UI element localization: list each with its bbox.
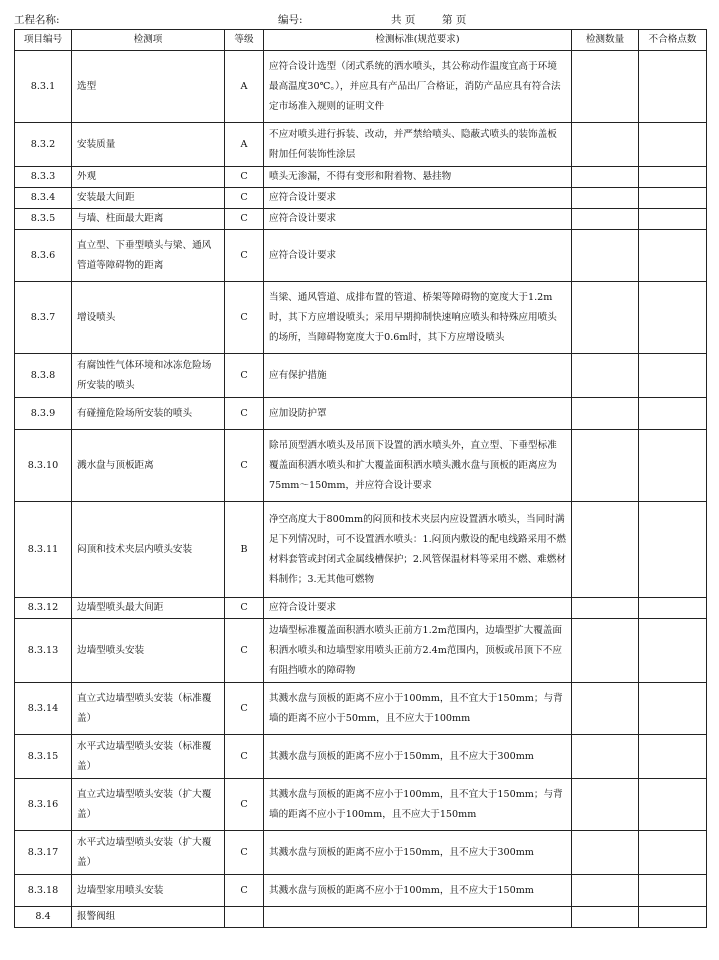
row-standard: 其溅水盘与顶板的距离不应小于150mm，且不应大于300mm — [264, 831, 572, 875]
table-row — [15, 430, 707, 502]
row-fail-count-cell[interactable] — [639, 430, 707, 502]
row-code: 8.3.11 — [15, 502, 72, 598]
row-fail-count-cell[interactable] — [639, 167, 707, 188]
table-row — [15, 683, 707, 735]
row-item: 有碰撞危险场所安装的喷头 — [72, 398, 225, 430]
row-quantity-cell[interactable] — [572, 779, 639, 831]
row-code: 8.3.17 — [15, 831, 72, 875]
row-item: 增设喷头 — [72, 282, 225, 354]
row-fail-count-cell[interactable] — [639, 598, 707, 619]
row-fail-count-cell[interactable] — [639, 735, 707, 779]
row-standard: 应符合设计要求 — [264, 188, 572, 209]
row-item: 边墙型喷头安装 — [72, 619, 225, 683]
table-row — [15, 398, 707, 430]
row-fail-count-cell[interactable] — [639, 398, 707, 430]
row-standard: 应有保护措施 — [264, 354, 572, 398]
row-fail-count-cell[interactable] — [639, 282, 707, 354]
row-grade: C — [225, 354, 264, 398]
row-item: 安装最大间距 — [72, 188, 225, 209]
row-fail-count-cell[interactable] — [639, 619, 707, 683]
row-fail-count-cell[interactable] — [639, 51, 707, 123]
table-row — [15, 779, 707, 831]
row-fail-count-cell[interactable] — [639, 779, 707, 831]
table-row — [15, 167, 707, 188]
row-standard: 其溅水盘与顶板的距离不应小于100mm，且不宜大于150mm；与背墙的距离不应小于50mm，且不应大于100mm — [264, 683, 572, 735]
row-code: 8.3.9 — [15, 398, 72, 430]
row-item: 有腐蚀性气体环境和冰冻危险场所安装的喷头 — [72, 354, 225, 398]
col-header-code: 项目编号 — [15, 30, 72, 51]
row-grade: C — [225, 282, 264, 354]
row-standard: 不应对喷头进行拆装、改动，并严禁给喷头、隐蔽式喷头的装饰盖板附加任何装饰性涂层 — [264, 123, 572, 167]
table-row — [15, 619, 707, 683]
row-code: 8.3.10 — [15, 430, 72, 502]
table-row — [15, 282, 707, 354]
row-standard — [264, 907, 572, 928]
row-grade: A — [225, 123, 264, 167]
row-grade: C — [225, 398, 264, 430]
row-item: 边墙型家用喷头安装 — [72, 875, 225, 907]
row-code: 8.3.8 — [15, 354, 72, 398]
row-quantity-cell[interactable] — [572, 619, 639, 683]
table-header-row — [15, 30, 707, 51]
row-code: 8.3.2 — [15, 123, 72, 167]
row-item: 安装质量 — [72, 123, 225, 167]
row-code: 8.3.13 — [15, 619, 72, 683]
inspection-table — [14, 29, 707, 928]
page-number-label: 第 页 — [442, 14, 467, 26]
row-standard: 喷头无渗漏，不得有变形和附着物、悬挂物 — [264, 167, 572, 188]
row-quantity-cell[interactable] — [572, 831, 639, 875]
row-standard: 其溅水盘与顶板的距离不应小于100mm，且不应大于150mm — [264, 875, 572, 907]
row-item: 报警阀组 — [72, 907, 225, 928]
row-fail-count-cell[interactable] — [639, 831, 707, 875]
col-header-quantity: 检测数量 — [572, 30, 639, 51]
row-quantity-cell[interactable] — [572, 123, 639, 167]
col-header-fail-count: 不合格点数 — [639, 30, 707, 51]
row-item: 水平式边墙型喷头安装（扩大覆盖） — [72, 831, 225, 875]
row-fail-count-cell[interactable] — [639, 907, 707, 928]
row-code: 8.3.14 — [15, 683, 72, 735]
row-item: 边墙型喷头最大间距 — [72, 598, 225, 619]
row-fail-count-cell[interactable] — [639, 683, 707, 735]
row-quantity-cell[interactable] — [572, 502, 639, 598]
row-item: 直立型、下垂型喷头与梁、通风管道等障碍物的距离 — [72, 230, 225, 282]
row-quantity-cell[interactable] — [572, 230, 639, 282]
row-fail-count-cell[interactable] — [639, 188, 707, 209]
row-code: 8.3.12 — [15, 598, 72, 619]
row-code: 8.3.1 — [15, 51, 72, 123]
row-code: 8.3.3 — [15, 167, 72, 188]
row-item: 溅水盘与顶板距离 — [72, 430, 225, 502]
row-quantity-cell[interactable] — [572, 907, 639, 928]
row-standard: 除吊顶型洒水喷头及吊顶下设置的洒水喷头外，直立型、下垂型标准覆盖面积洒水喷头和扩大覆盖面积洒水喷头溅水盘与顶板的距离应为75mm～150mm，并应符合设计要求 — [264, 430, 572, 502]
form-header — [14, 11, 705, 29]
table-row — [15, 230, 707, 282]
row-quantity-cell[interactable] — [572, 51, 639, 123]
row-grade: C — [225, 430, 264, 502]
row-quantity-cell[interactable] — [572, 598, 639, 619]
row-quantity-cell[interactable] — [572, 354, 639, 398]
row-item: 选型 — [72, 51, 225, 123]
row-item: 外观 — [72, 167, 225, 188]
row-item: 与墙、柱面最大距离 — [72, 209, 225, 230]
table-body — [15, 51, 707, 928]
row-grade: C — [225, 167, 264, 188]
row-code: 8.3.6 — [15, 230, 72, 282]
row-grade: C — [225, 230, 264, 282]
row-code: 8.3.16 — [15, 779, 72, 831]
row-grade: C — [225, 598, 264, 619]
table-row — [15, 354, 707, 398]
row-quantity-cell[interactable] — [572, 875, 639, 907]
row-item: 直立式边墙型喷头安装（标准覆盖） — [72, 683, 225, 735]
row-code: 8.3.4 — [15, 188, 72, 209]
table-row — [15, 209, 707, 230]
row-quantity-cell[interactable] — [572, 430, 639, 502]
total-pages-label: 共 页 — [391, 14, 416, 26]
row-standard: 应符合设计要求 — [264, 598, 572, 619]
row-grade: A — [225, 51, 264, 123]
col-header-grade: 等级 — [225, 30, 264, 51]
row-fail-count-cell[interactable] — [639, 209, 707, 230]
row-code: 8.3.15 — [15, 735, 72, 779]
row-code: 8.3.5 — [15, 209, 72, 230]
row-fail-count-cell[interactable] — [639, 875, 707, 907]
serial-number-label: 编号: — [278, 14, 303, 26]
row-grade: C — [225, 735, 264, 779]
row-standard: 应加设防护罩 — [264, 398, 572, 430]
row-grade: C — [225, 683, 264, 735]
row-standard: 边墙型标准覆盖面积洒水喷头正前方1.2m范围内，边墙型扩大覆盖面积洒水喷头和边墙型家用喷头正前方2.4m范围内，顶板或吊顶下不应有阻挡喷水的障碍物 — [264, 619, 572, 683]
row-quantity-cell[interactable] — [572, 282, 639, 354]
row-standard: 净空高度大于800mm的闷顶和技术夹层内应设置洒水喷头，当同时满足下列情况时，可不设置洒水喷头：1.闷顶内敷设的配电线路采用不燃材料套管或封闭式金属线槽保护；2.风管保温材料等采用不燃、难燃材料制作；3.无其他可燃物 — [264, 502, 572, 598]
row-standard: 其溅水盘与顶板的距离不应小于100mm，且不宜大于150mm；与背墙的距离不应小于100mm，且不应大于150mm — [264, 779, 572, 831]
table-row — [15, 51, 707, 123]
row-standard: 应符合设计要求 — [264, 209, 572, 230]
row-standard: 其溅水盘与顶板的距离不应小于150mm，且不应大于300mm — [264, 735, 572, 779]
table-row — [15, 123, 707, 167]
row-code: 8.4 — [15, 907, 72, 928]
project-name-label: 工程名称: — [14, 14, 60, 26]
table-row — [15, 875, 707, 907]
table-row — [15, 831, 707, 875]
col-header-standard: 检测标准(规范要求) — [264, 30, 572, 51]
row-fail-count-cell[interactable] — [639, 502, 707, 598]
row-code: 8.3.18 — [15, 875, 72, 907]
row-quantity-cell[interactable] — [572, 188, 639, 209]
row-quantity-cell[interactable] — [572, 209, 639, 230]
row-fail-count-cell[interactable] — [639, 354, 707, 398]
table-row — [15, 735, 707, 779]
row-item: 直立式边墙型喷头安装（扩大覆盖） — [72, 779, 225, 831]
row-quantity-cell[interactable] — [572, 683, 639, 735]
table-row — [15, 907, 707, 928]
row-grade: C — [225, 188, 264, 209]
row-fail-count-cell[interactable] — [639, 123, 707, 167]
row-grade: C — [225, 619, 264, 683]
table-row — [15, 502, 707, 598]
row-quantity-cell[interactable] — [572, 167, 639, 188]
row-fail-count-cell[interactable] — [639, 230, 707, 282]
row-quantity-cell[interactable] — [572, 735, 639, 779]
row-grade: B — [225, 502, 264, 598]
row-grade: C — [225, 875, 264, 907]
row-item: 闷顶和技术夹层内喷头安装 — [72, 502, 225, 598]
row-grade: C — [225, 209, 264, 230]
row-grade: C — [225, 831, 264, 875]
col-header-item: 检测项 — [72, 30, 225, 51]
table-row — [15, 598, 707, 619]
row-standard: 应符合设计要求 — [264, 230, 572, 282]
row-grade: C — [225, 779, 264, 831]
row-standard: 当梁、通风管道、成排布置的管道、桥架等障碍物的宽度大于1.2m时，其下方应增设喷头；采用早期抑制快速响应喷头和特殊应用喷头的场所，当障碍物宽度大于0.6m时，其下方应增设喷头 — [264, 282, 572, 354]
table-row — [15, 188, 707, 209]
row-standard: 应符合设计选型（闭式系统的洒水喷头，其公称动作温度宜高于环境最高温度30℃。），并应具有产品出厂合格证，消防产品应具有符合法定市场准入规则的证明文件 — [264, 51, 572, 123]
row-grade — [225, 907, 264, 928]
row-code: 8.3.7 — [15, 282, 72, 354]
row-item: 水平式边墙型喷头安装（标准覆盖） — [72, 735, 225, 779]
row-quantity-cell[interactable] — [572, 398, 639, 430]
